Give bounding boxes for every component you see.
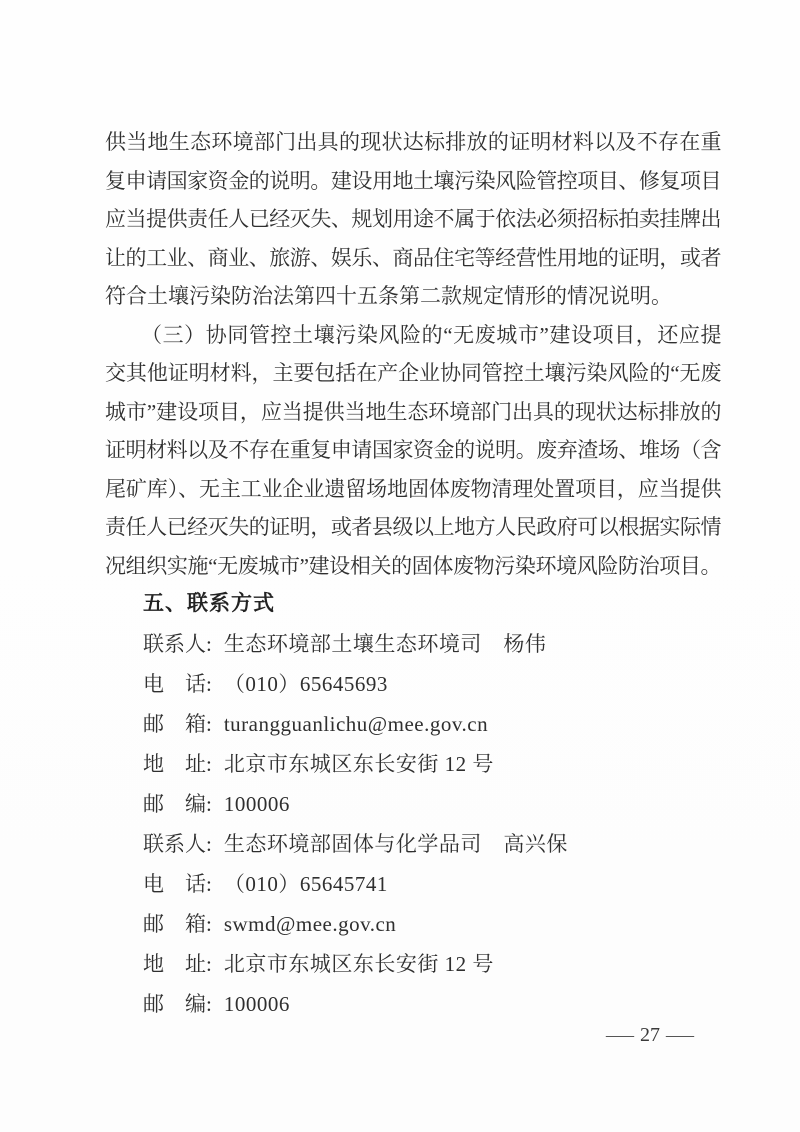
contact-value: turangguanlichu@mee.gov.cn [223,711,489,736]
contact-row-address [105,744,720,784]
contact-label: 电 话: [143,671,212,696]
contact-row-phone [105,864,720,904]
footer-dash-right: — [666,1024,694,1046]
paragraph-continuation [105,123,720,316]
contact-value: 100006 [223,791,290,816]
contact-value: 100006 [223,991,290,1016]
text-line: 责任人已经灭失的证明，或者县级以上地方人民政府可以根据实际情 [105,515,720,539]
contact-label: 邮 箱: [143,711,212,736]
text-line: 供当地生态环境部门出具的现状达标排放的证明材料以及不存在重 [105,130,720,154]
contact-row-email [105,904,720,944]
contact-block-soil-department [105,624,720,824]
contact-label: 邮 编: [143,991,212,1016]
contact-value: （010）65645741 [223,871,388,896]
text-line: 复申请国家资金的说明。建设用地土壤污染风险管控项目、修复项目 [105,168,720,193]
contact-value: 生态环境部土壤生态环境司 杨伟 [223,631,547,656]
contact-row-phone [105,664,720,704]
text-line: 让的工业、商业、旅游、娱乐、商品住宅等经营性用地的证明，或者 [105,245,720,270]
contact-row-person [105,824,720,864]
text-line: 证明材料以及不存在重复申请国家资金的说明。废弃渣场、堆场（含 [105,438,720,462]
text-line: 符合土壤污染防治法第四十五条第二款规定情形的情况说明。 [105,284,672,308]
text-line: 交其他证明材料，主要包括在产企业协同管控土壤污染风险的“无废 [105,361,720,385]
contact-label: 联系人: [143,831,212,856]
contact-label: 电 话: [143,871,212,896]
page-number: 27 [640,1024,660,1046]
contact-value: 北京市东城区东长安街 12 号 [223,951,494,976]
contact-label: 地 址: [143,951,212,976]
paragraph-item-three [105,316,720,586]
contact-row-postcode [105,784,720,824]
document-body [105,123,720,1024]
contact-value: 生态环境部固体与化学品司 高兴保 [223,831,568,856]
text-line: （三）协同管控土壤污染风险的“无废城市”建设项目，还应提 [141,322,720,347]
contact-row-person [105,624,720,664]
text-line: 应当提供责任人已经灭失、规划用途不属于依法必须招标拍卖挂牌出 [105,207,720,231]
contact-block-solid-waste-department [105,824,720,1024]
contact-label: 地 址: [143,751,212,776]
section-heading-contact-info: 五、联系方式 [143,592,275,615]
text-line: 城市”建设项目，应当提供当地生态环境部门出具的现状达标排放的 [105,399,720,424]
contact-value: （010）65645693 [223,671,388,696]
contact-value: swmd@mee.gov.cn [223,911,397,936]
contact-row-email [105,704,720,744]
contact-value: 北京市东城区东长安街 12 号 [223,751,494,776]
contact-label: 邮 编: [143,791,212,816]
contact-label: 联系人: [143,631,212,656]
text-line: 尾矿库）、无主工业企业遗留场地固体废物清理处置项目，应当提供 [105,476,720,501]
contact-label: 邮 箱: [143,911,212,936]
contact-row-address [105,944,720,984]
contact-row-postcode [105,984,720,1024]
footer-dash-left: — [606,1024,634,1046]
text-line: 况组织实施“无废城市”建设相关的固体废物污染环境风险防治项目。 [105,553,720,578]
page-footer [600,1024,700,1047]
